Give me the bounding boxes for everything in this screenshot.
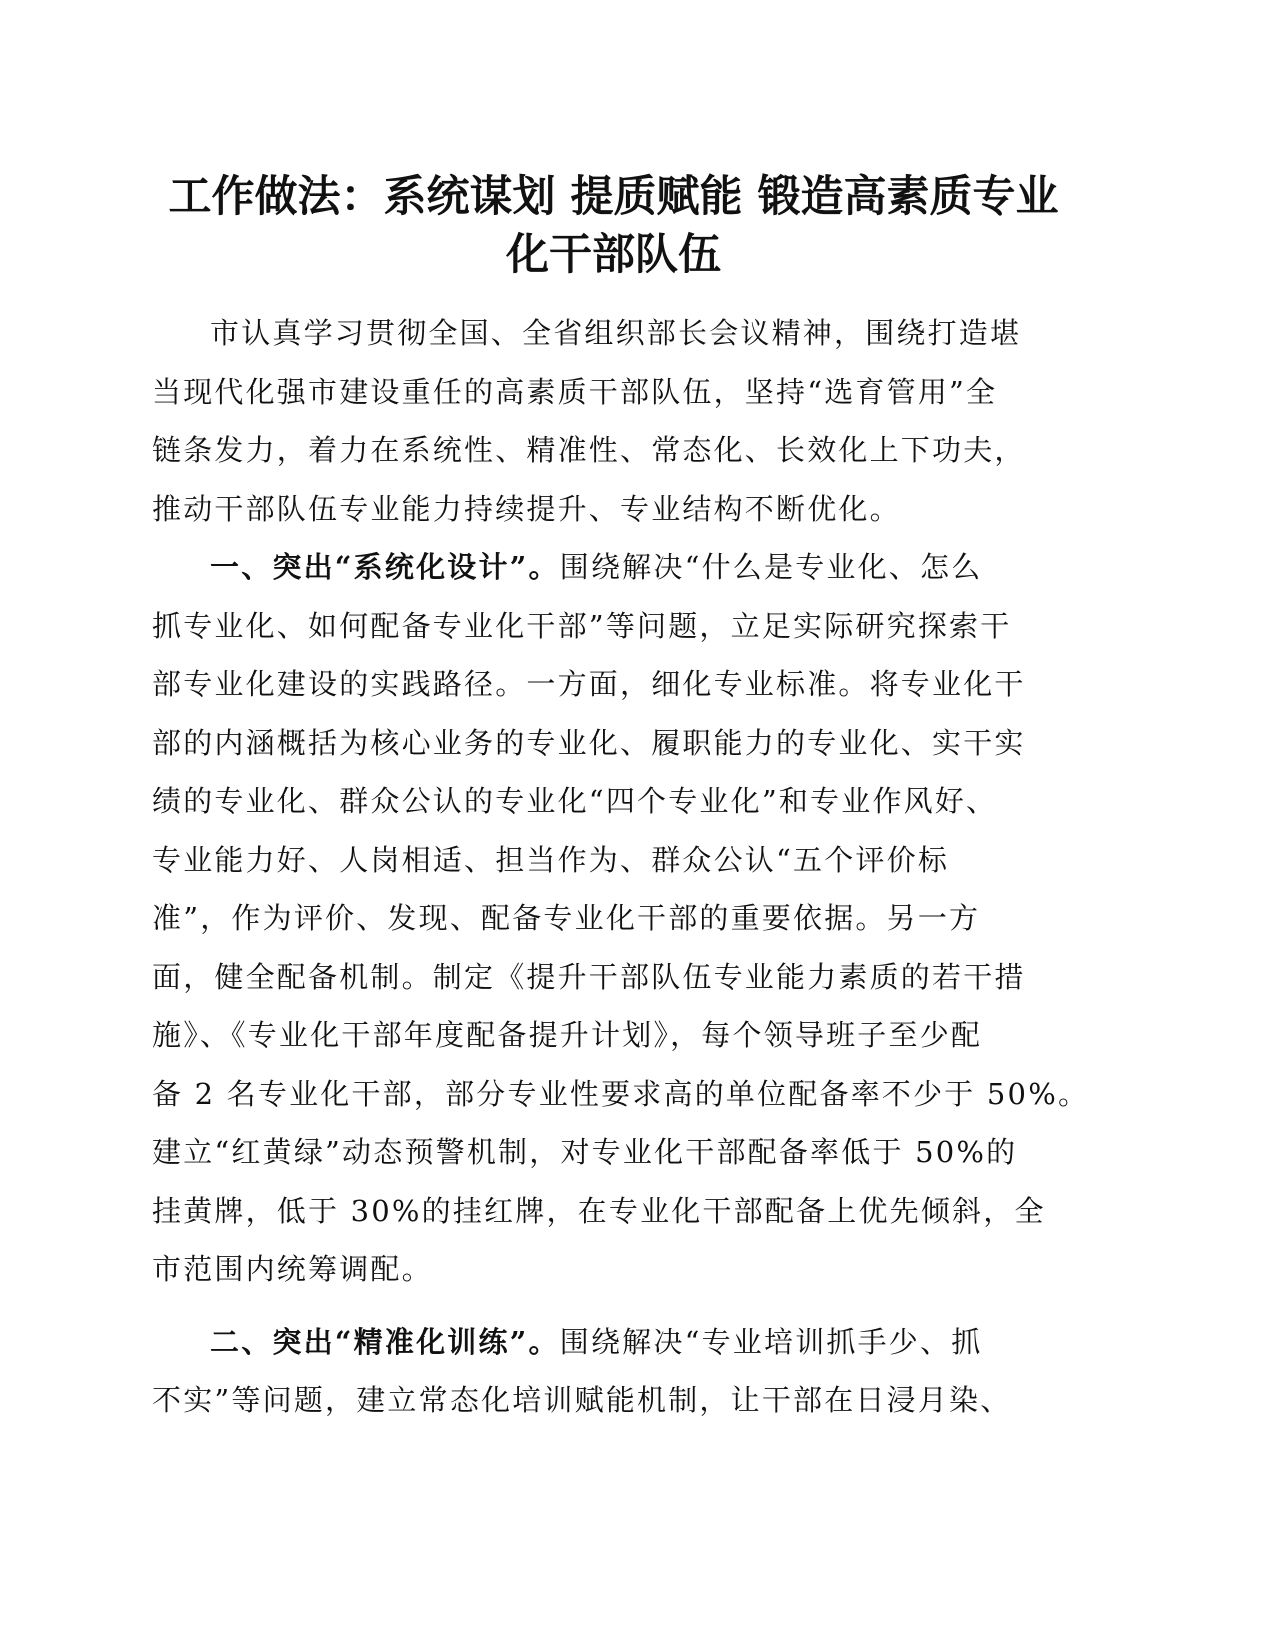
paragraph-line: 市范围内统筹调配。	[152, 1252, 433, 1286]
section-2-paragraph	[152, 1313, 1075, 1430]
paragraph-line: 挂黄牌，低于 30%的挂红牌，在专业化干部配备上优先倾斜，全	[152, 1193, 1046, 1228]
paragraph-line: 施》、《专业化干部年度配备提升计划》，每个领导班子至少配	[152, 1018, 983, 1052]
document-title	[152, 168, 1075, 284]
section-1-paragraph	[152, 538, 1090, 1299]
paragraph-line	[152, 1313, 1075, 1372]
paragraph-line: 推动干部队伍专业能力持续提升、专业结构不断优化。	[152, 491, 901, 526]
paragraph-line-text: 围绕解决“专业培训抓手少、抓	[559, 1324, 983, 1359]
paragraph-line: 绩的专业化、群众公认的专业化“四个专业化”和专业作风好、	[152, 784, 998, 818]
paragraph-line	[152, 538, 1075, 597]
paragraph-line: 不实”等问题，建立常态化培训赋能机制，让干部在日浸月染、	[152, 1383, 1012, 1417]
paragraph-line: 备 2 名专业化干部，部分专业性要求高的单位配备率不少于 50%。	[152, 1076, 1090, 1111]
title-line-1: 工作做法：系统谋划 提质赋能 锻造高素质专业	[168, 172, 1059, 222]
paragraph-line: 专业能力好、人岗相适、担当作为、群众公认“五个评价标	[152, 842, 950, 877]
paragraph-line: 链条发力，着力在系统性、精准性、常态化、长效化上下功夫，	[152, 433, 1026, 467]
paragraph-line: 部的内涵概括为核心业务的专业化、履职能力的专业化、实干实	[152, 725, 1026, 760]
intro-paragraph	[152, 304, 1075, 538]
section-1-heading: 一、突出“系统化设计”。	[210, 550, 560, 584]
paragraph-line: 准”，作为评价、发现、配备专业化干部的重要依据。另一方	[152, 901, 981, 935]
paragraph-line: 部专业化建设的实践路径。一方面，细化专业标准。将专业化干	[152, 667, 1026, 701]
paragraph-line: 面，健全配备机制。制定《提升干部队伍专业能力素质的若干措	[152, 959, 1026, 994]
section-2-heading: 二、突出“精准化训练”。	[210, 1324, 560, 1359]
paragraph-line: 市认真学习贯彻全国、全省组织部长会议精神，围绕打造堪	[210, 316, 1022, 350]
document-body	[152, 304, 1090, 1430]
paragraph-line: 当现代化强市建设重任的高素质干部队伍，坚持“选育管用”全	[152, 374, 998, 409]
paragraph-line-text: 围绕解决“什么是专业化、怎么	[559, 550, 983, 584]
paragraph-line: 建立“红黄绿”动态预警机制，对专业化干部配备率低于 50%的	[152, 1135, 1018, 1169]
paragraph-line: 抓专业化、如何配备专业化干部”等问题，立足实际研究探索干	[152, 608, 1012, 643]
title-line-2: 化干部队伍	[506, 230, 721, 280]
